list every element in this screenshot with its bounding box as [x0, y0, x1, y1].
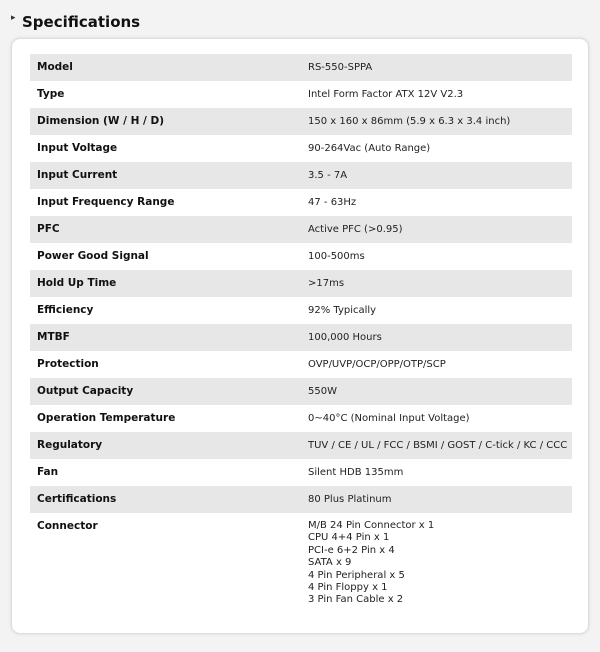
spec-value: TUV / CE / UL / FCC / BSMI / GOST / C-tick / KC / CCC	[308, 432, 572, 459]
spec-value: 3.5 - 7A	[308, 162, 572, 189]
spec-row-protection	[30, 351, 572, 378]
spec-label: Type	[30, 81, 308, 108]
spec-row-input-voltage	[30, 135, 572, 162]
spec-row-pfc	[30, 216, 572, 243]
page-title: Specifications	[22, 13, 141, 31]
spec-value: Active PFC (>0.95)	[308, 216, 572, 243]
spec-label: Operation Temperature	[30, 405, 308, 432]
spec-row-model	[30, 54, 572, 81]
spec-value: OVP/UVP/OCP/OPP/OTP/SCP	[308, 351, 572, 378]
spec-value: RS-550-SPPA	[308, 54, 572, 81]
connector-values	[308, 513, 572, 614]
spec-label: Input Voltage	[30, 135, 308, 162]
specifications-card	[11, 38, 589, 634]
spec-value: 550W	[308, 378, 572, 405]
spec-value: Intel Form Factor ATX 12V V2.3	[308, 81, 572, 108]
chevron-right-icon: ▸	[11, 13, 16, 23]
spec-label: Output Capacity	[30, 378, 308, 405]
spec-value: 92% Typically	[308, 297, 572, 324]
specifications-table	[30, 54, 572, 614]
spec-value: 150 x 160 x 86mm (5.9 x 6.3 x 3.4 inch)	[308, 108, 572, 135]
spec-label: Protection	[30, 351, 308, 378]
spec-value: >17ms	[308, 270, 572, 297]
spec-value: 47 - 63Hz	[308, 189, 572, 216]
connector-line: 3 Pin Fan Cable x 2	[308, 594, 404, 606]
spec-row-regulatory	[30, 432, 572, 459]
spec-label: Efficiency	[30, 297, 308, 324]
spec-label: Dimension (W / H / D)	[30, 108, 308, 135]
spec-row-certifications	[30, 486, 572, 513]
spec-value: 100-500ms	[308, 243, 572, 270]
spec-value: Silent HDB 135mm	[308, 459, 572, 486]
connector-line: PCI-e 6+2 Pin x 4	[308, 544, 395, 556]
section-header	[0, 0, 600, 36]
spec-row-output-capacity	[30, 378, 572, 405]
spec-value: 100,000 Hours	[308, 324, 572, 351]
spec-row-dimension	[30, 108, 572, 135]
spec-label: Model	[30, 54, 308, 81]
connector-line: 4 Pin Peripheral x 5	[308, 569, 405, 581]
spec-row-mtbf	[30, 324, 572, 351]
spec-row-fan	[30, 459, 572, 486]
spec-row-type	[30, 81, 572, 108]
spec-row-input-current	[30, 162, 572, 189]
spec-value: 80 Plus Platinum	[308, 486, 572, 513]
connector-line: 4 Pin Floppy x 1	[308, 582, 388, 594]
spec-label: Fan	[30, 459, 308, 486]
connector-line: CPU 4+4 Pin x 1	[308, 532, 390, 544]
spec-row-operation-temperature	[30, 405, 572, 432]
spec-label: Power Good Signal	[30, 243, 308, 270]
spec-label: PFC	[30, 216, 308, 243]
connector-line: SATA x 9	[308, 557, 352, 569]
spec-label: Input Current	[30, 162, 308, 189]
spec-row-power-good-signal	[30, 243, 572, 270]
spec-row-efficiency	[30, 297, 572, 324]
spec-label: Regulatory	[30, 432, 308, 459]
spec-label: Connector	[30, 513, 308, 614]
spec-row-input-frequency	[30, 189, 572, 216]
spec-label: Certifications	[30, 486, 308, 513]
spec-label: Input Frequency Range	[30, 189, 308, 216]
connector-line: M/B 24 Pin Connector x 1	[308, 520, 435, 531]
spec-value: 0~40°C (Nominal Input Voltage)	[308, 405, 572, 432]
spec-row-connector	[30, 513, 572, 614]
spec-label: MTBF	[30, 324, 308, 351]
spec-row-hold-up-time	[30, 270, 572, 297]
spec-label: Hold Up Time	[30, 270, 308, 297]
spec-value: 90-264Vac (Auto Range)	[308, 135, 572, 162]
